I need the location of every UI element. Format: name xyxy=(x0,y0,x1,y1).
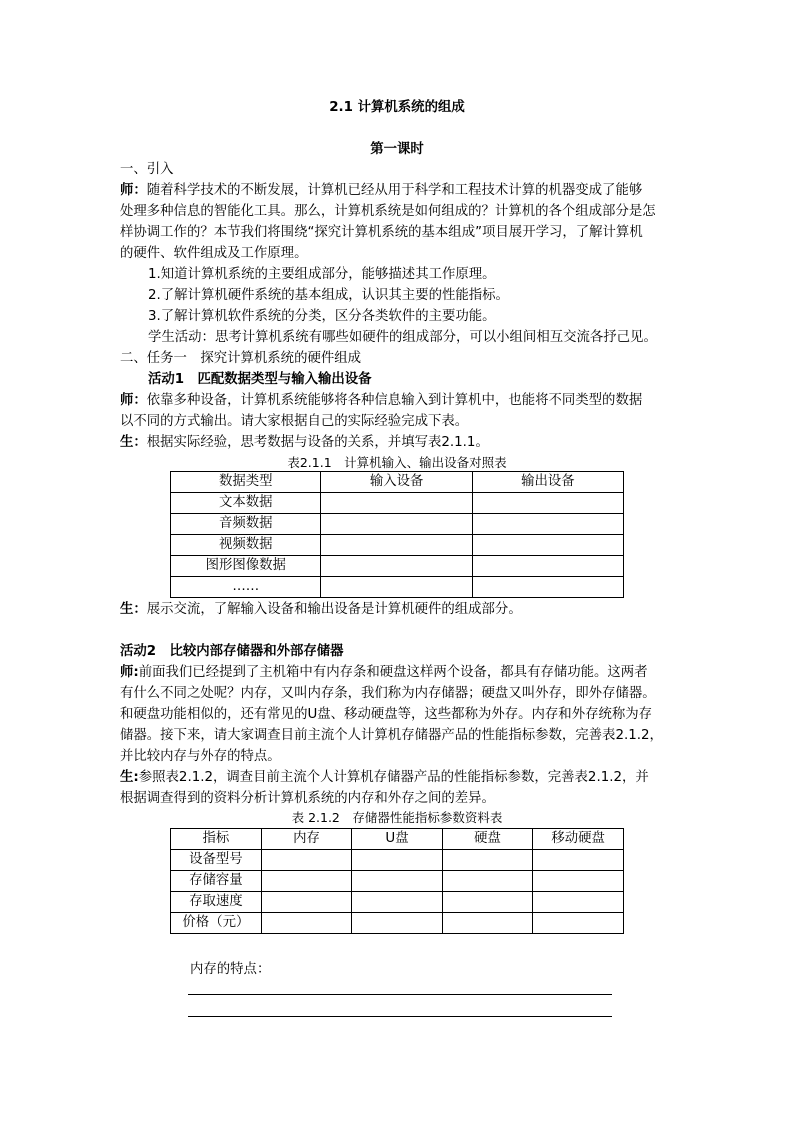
blank-cell[interactable] xyxy=(533,913,624,934)
activity1-teacher-line-1: 师：依靠多种设备，计算机系统能够将各种信息输入到计算机中，也能将不同类型的数据 xyxy=(120,393,643,408)
output-cell[interactable] xyxy=(472,577,623,598)
table-header-cell: U盘 xyxy=(352,829,442,850)
table2-caption: 表 2.1.2 存储器性能指标参数资料表 xyxy=(291,810,503,825)
table-cell: 文本数据 xyxy=(171,493,321,514)
input-cell[interactable] xyxy=(321,556,472,577)
table-header-row xyxy=(171,829,624,850)
table-cell: 视频数据 xyxy=(171,535,321,556)
activity1-conclusion: 生：展示交流，了解输入设备和输出设备是计算机硬件的组成部分。 xyxy=(120,602,522,617)
objective-1: 1.知道计算机系统的主要组成部分，能够描述其工作原理。 xyxy=(148,267,496,282)
student-label: 生： xyxy=(120,435,147,450)
activity2-teacher-line-1: 师:前面我们已经提到了主机箱中有内存条和硬盘这样两个设备，都具有存储功能。这两者 xyxy=(120,665,648,680)
memory-features-label: 内存的特点： xyxy=(190,962,271,977)
blank-cell[interactable] xyxy=(533,892,624,913)
answer-line[interactable] xyxy=(188,1016,612,1017)
table-header-cell: 指标 xyxy=(171,829,262,850)
output-cell[interactable] xyxy=(472,493,623,514)
table-header-cell: 移动硬盘 xyxy=(533,829,624,850)
table-header-cell: 硬盘 xyxy=(442,829,532,850)
table-header-row xyxy=(171,472,624,493)
table-row xyxy=(171,850,624,871)
objective-3: 3.了解计算机软件系统的分类，区分各类软件的主要功能。 xyxy=(148,309,496,324)
output-cell[interactable] xyxy=(472,556,623,577)
table-row xyxy=(171,892,624,913)
blank-cell[interactable] xyxy=(352,913,442,934)
table-row xyxy=(171,913,624,934)
activity2-teacher-line-2: 有什么不同之处呢？内存，又叫内存条，我们称为内存储器；硬盘又叫外存，即外存储器。 xyxy=(120,686,656,701)
blank-cell[interactable] xyxy=(261,892,351,913)
table-header-cell: 内存 xyxy=(261,829,351,850)
blank-cell[interactable] xyxy=(261,913,351,934)
activity2-teacher-line-4: 储器。接下来，请大家调查目前主流个人计算机存储器产品的性能指标参数，完善表2.1.2， xyxy=(120,728,663,743)
blank-cell[interactable] xyxy=(352,850,442,871)
blank-cell[interactable] xyxy=(442,892,532,913)
table-row xyxy=(171,871,624,892)
table-row xyxy=(171,493,624,514)
objective-2: 2.了解计算机硬件系统的基本组成，认识其主要的性能指标。 xyxy=(148,288,509,303)
intro-line-2: 处理多种信息的智能化工具。那么，计算机系统是如何组成的？计算机的各个组成部分是怎 xyxy=(120,204,656,219)
answer-line[interactable] xyxy=(188,994,612,995)
blank-cell[interactable] xyxy=(442,850,532,871)
activity2-teacher-line-5: 并比较内存与外存的特点。 xyxy=(120,749,281,764)
student-activity: 学生活动：思考计算机系统有哪些如硬件的组成部分，可以小组间相互交流各抒己见。 xyxy=(148,330,657,345)
task1-heading: 二、任务一 探究计算机系统的硬件组成 xyxy=(120,351,362,366)
document-title: 2.1 计算机系统的组成 xyxy=(329,100,465,115)
input-cell[interactable] xyxy=(321,514,472,535)
input-cell[interactable] xyxy=(321,535,472,556)
activity1-heading: 活动1 匹配数据类型与输入输出设备 xyxy=(148,372,372,387)
table-row xyxy=(171,556,624,577)
blank-cell[interactable] xyxy=(261,871,351,892)
intro-heading: 一、引入 xyxy=(120,162,174,177)
blank-cell[interactable] xyxy=(533,850,624,871)
table-row xyxy=(171,577,624,598)
storage-table xyxy=(170,828,624,934)
table-row xyxy=(171,514,624,535)
table1-caption: 表2.1.1 计算机输入、输出设备对照表 xyxy=(287,455,507,470)
intro-line-4: 的硬件、软件组成及工作原理。 xyxy=(120,246,308,261)
intro-line-3: 样协调工作的？本节我们将围绕“探究计算机系统的基本组成”项目展开学习，了解计算机 xyxy=(120,225,643,240)
activity2-student-line-1: 生:参照表2.1.2，调查目前主流个人计算机存储器产品的性能指标参数，完善表2.1.2，并 xyxy=(120,770,649,785)
table-cell: 价格（元） xyxy=(171,913,262,934)
activity1-teacher-line-2: 以不同的方式输出。请大家根据自己的实际经验完成下表。 xyxy=(120,414,469,429)
table-cell: 设备型号 xyxy=(171,850,262,871)
output-cell[interactable] xyxy=(472,514,623,535)
table-cell: 图形图像数据 xyxy=(171,556,321,577)
table-cell: 存取速度 xyxy=(171,892,262,913)
table-header-cell: 输出设备 xyxy=(472,472,623,493)
blank-cell[interactable] xyxy=(533,871,624,892)
blank-cell[interactable] xyxy=(261,850,351,871)
blank-cell[interactable] xyxy=(352,871,442,892)
activity2-teacher-line-3: 和硬盘功能相似的，还有常见的U盘、移动硬盘等，这些都称为外存。内存和外存统称为存 xyxy=(120,707,653,722)
activity1-student: 生：根据实际经验，思考数据与设备的关系，并填写表2.1.1。 xyxy=(120,435,489,450)
blank-cell[interactable] xyxy=(352,892,442,913)
blank-cell[interactable] xyxy=(442,871,532,892)
table-cell: 音频数据 xyxy=(171,514,321,535)
activity2-student-line-2: 根据调查得到的资料分析计算机系统的内存和外存之间的差异。 xyxy=(120,791,495,806)
intro-line-1: 师：随着科学技术的不断发展，计算机已经从用于科学和工程技术计算的机器变成了能够 xyxy=(120,183,643,198)
input-cell[interactable] xyxy=(321,577,472,598)
table-header-cell: 数据类型 xyxy=(171,472,321,493)
table-cell: 存储容量 xyxy=(171,871,262,892)
table-header-cell: 输入设备 xyxy=(321,472,472,493)
table-row xyxy=(171,535,624,556)
io-device-table xyxy=(170,471,624,598)
output-cell[interactable] xyxy=(472,535,623,556)
activity2-heading: 活动2 比较内部存储器和外部存储器 xyxy=(120,644,344,659)
blank-cell[interactable] xyxy=(442,913,532,934)
lesson-subtitle: 第一课时 xyxy=(370,142,424,157)
table-cell: …… xyxy=(171,577,321,598)
input-cell[interactable] xyxy=(321,493,472,514)
teacher-label: 师： xyxy=(120,183,147,198)
